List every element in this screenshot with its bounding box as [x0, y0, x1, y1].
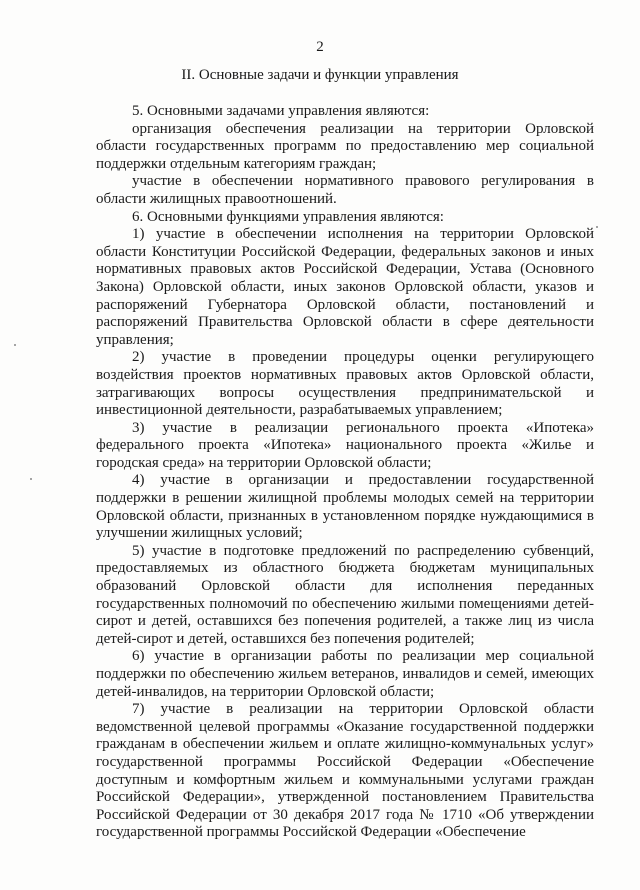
document-body — [96, 103, 594, 842]
paragraph-task-2: участие в обеспечении нормативного правового регулирования в области жилищных правоотношений. — [96, 173, 594, 207]
paragraph-function-7: 7) участие в реализации на территории Орловской области ведомственной целевой программы «Оказание государственной поддержки гражданам в обеспечении жильем и оплате жилищно-коммунальных услуг» государственной программы Российской Федерации «Обеспечение доступным и комфортным жильем и коммунальными услугами граждан Российской Федерации», утвержденной постановлением Правительства Российской Федерации от 30 декабря 2017 года № 1710 «Об утверждении государственной программы Российской Федерации «Обеспечение — [96, 701, 594, 841]
paragraph-function-6: 6) участие в организации работы по реализации мер социальной поддержки по обеспечению жильем ветеранов, инвалидов и семей, имеющих детей-инвалидов, на территории Орловской области; — [96, 648, 594, 700]
page-number: 2 — [316, 39, 324, 55]
paragraph-task-1: организация обеспечения реализации на территории Орловской области государственных программ по предоставлению мер социальной поддержки отдельным категориям граждан; — [96, 120, 594, 172]
scan-speck — [30, 478, 32, 480]
paragraph-function-2: 2) участие в проведении процедуры оценки регулирующего воздействия проектов нормативных правовых актов Орловской области, затрагивающих вопросы осуществления предпринимательской и инвестиционной деятельности, разрабатываемых управлением; — [96, 349, 594, 419]
paragraph-function-1: 1) участие в обеспечении исполнения на территории Орловской области Конституции Российской Федерации, федеральных законов и иных нормативных правовых актов Российской Федерации, Устава (Основного Закона) Орловской области, иных законов Орловской области, указов и распоряжений Губернатора Орловской области, постановлений и распоряжений Правительства Орловской области в сфере деятельности управления; — [96, 226, 594, 348]
paragraph-function-4: 4) участие в организации и предоставлении государственной поддержки в решении жилищной проблемы молодых семей на территории Орловской области, признанных в установленном порядке нуждающимися в улучшении жилищных условий; — [96, 472, 594, 542]
section-title: II. Основные задачи и функции управления — [181, 67, 459, 83]
paragraph-task-intro: 5. Основными задачами управления являются: — [132, 103, 430, 119]
scan-speck — [596, 226, 598, 228]
paragraph-function-5: 5) участие в подготовке предложений по распределению субвенций, предоставляемых из областного бюджета бюджетам муниципальных образований Орловской области для исполнения переданных государственных полномочий по обеспечению жилыми помещениями детей-сирот и детей, оставшихся без попечения родителей, а также лиц из числа детей-сирот и детей, оставшихся без попечения родителей; — [96, 542, 594, 647]
paragraph-functions-intro: 6. Основными функциями управления являются: — [132, 208, 444, 225]
paragraph-function-3: 3) участие в реализации регионального проекта «Ипотека» федерального проекта «Ипотека» национального проекта «Жилье и городская среда» на территории Орловской области; — [96, 419, 594, 471]
scan-speck — [14, 344, 16, 346]
